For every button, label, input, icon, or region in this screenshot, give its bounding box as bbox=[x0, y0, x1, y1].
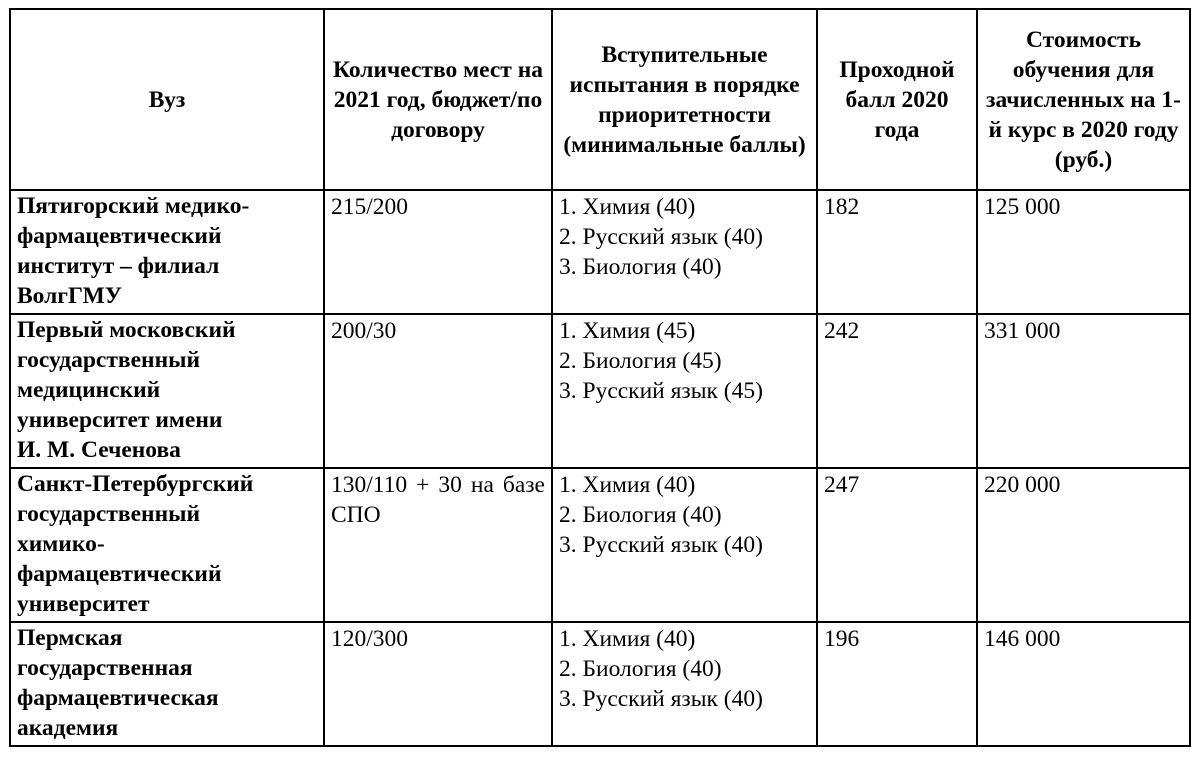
exam-item: 2. Биология (45) bbox=[559, 348, 722, 374]
places-cell: 200/30 bbox=[324, 314, 552, 468]
exam-item: 3. Русский язык (40) bbox=[559, 532, 763, 558]
exam-item: 3. Русский язык (45) bbox=[559, 378, 763, 404]
exams-cell bbox=[552, 314, 817, 468]
university-name: Пермская государственная фармацевтическая академия bbox=[10, 622, 324, 746]
university-name: Санкт-Петербургский государственный химико- фармацевтический университет bbox=[10, 468, 324, 622]
exam-item: 2. Биология (40) bbox=[559, 502, 722, 528]
header-passing-score: Проходной балл 2020 года bbox=[817, 9, 977, 190]
header-tuition-cost: Стоимость обучения для зачисленных на 1-й курс в 2020 году (руб.) bbox=[977, 9, 1190, 190]
tuition-cost-cell: 220 000 bbox=[977, 468, 1190, 622]
passing-score-cell: 247 bbox=[817, 468, 977, 622]
header-exams: Вступительные испытания в порядке приоритетности (минимальные баллы) bbox=[552, 9, 817, 190]
passing-score-cell: 182 bbox=[817, 190, 977, 314]
exams-cell bbox=[552, 190, 817, 314]
exams-cell bbox=[552, 622, 817, 746]
exam-item: 1. Химия (40) bbox=[559, 472, 696, 498]
places-cell: 120/300 bbox=[324, 622, 552, 746]
places-cell: 215/200 bbox=[324, 190, 552, 314]
tuition-cost-cell: 146 000 bbox=[977, 622, 1190, 746]
exam-item: 1. Химия (40) bbox=[559, 194, 696, 220]
tuition-cost-cell: 125 000 bbox=[977, 190, 1190, 314]
header-places: Количество мест на 2021 год, бюджет/по договору bbox=[324, 9, 552, 190]
university-name: Пятигорский медико- фармацевтический институт – филиал ВолгГМУ bbox=[10, 190, 324, 314]
table-row bbox=[10, 190, 1190, 314]
header-row bbox=[10, 9, 1190, 190]
passing-score-cell: 196 bbox=[817, 622, 977, 746]
places-cell: 130/110 + 30 на базе СПО bbox=[324, 468, 552, 622]
exam-item: 2. Русский язык (40) bbox=[559, 224, 763, 250]
table-row bbox=[10, 314, 1190, 468]
header-university: Вуз bbox=[10, 9, 324, 190]
exam-item: 1. Химия (40) bbox=[559, 626, 696, 652]
tuition-cost-cell: 331 000 bbox=[977, 314, 1190, 468]
exam-item: 3. Русский язык (40) bbox=[559, 686, 763, 712]
exam-item: 2. Биология (40) bbox=[559, 656, 722, 682]
passing-score-cell: 242 bbox=[817, 314, 977, 468]
university-name: Первый московский государственный медицинский университет имени И. М. Сеченова bbox=[10, 314, 324, 468]
exams-cell bbox=[552, 468, 817, 622]
exam-item: 3. Биология (40) bbox=[559, 254, 722, 280]
admissions-table bbox=[9, 8, 1191, 747]
table-row bbox=[10, 622, 1190, 746]
exam-item: 1. Химия (45) bbox=[559, 318, 696, 344]
table-row bbox=[10, 468, 1190, 622]
